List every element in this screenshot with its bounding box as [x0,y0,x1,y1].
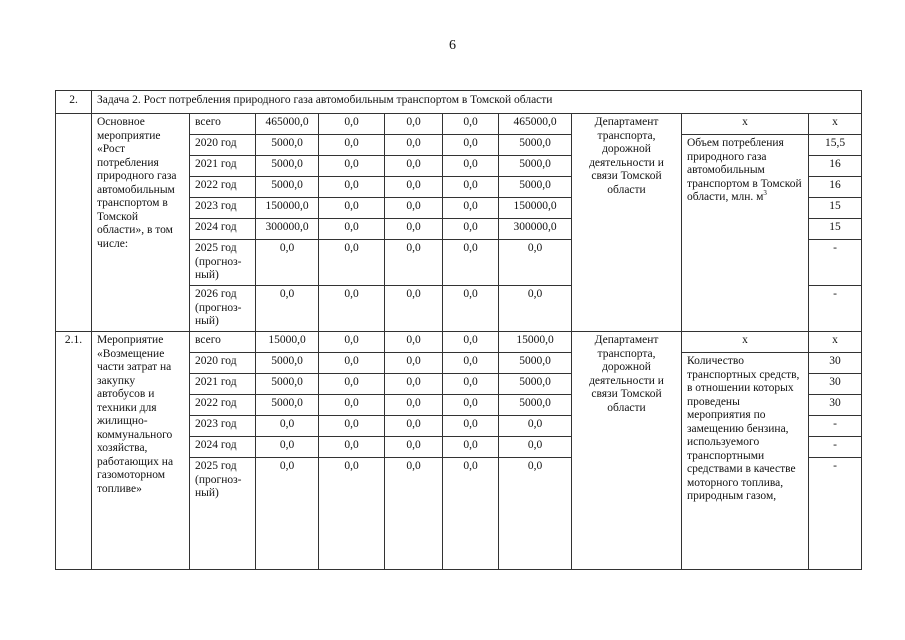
value-cell: 5000,0 [499,177,572,198]
indicator-value: 16 [809,177,862,198]
indicator-value: 30 [809,353,862,374]
value-cell: 0,0 [443,437,499,458]
period-cell: 2022 год [190,395,256,416]
indicator-value: 16 [809,156,862,177]
indicator-value: 15 [809,219,862,240]
value-cell: 0,0 [319,437,385,458]
value-cell: 0,0 [385,437,443,458]
indicator-value: 15,5 [809,135,862,156]
department-cell: Департамент транспорта, дорожной деятельности и связи Томской области [572,114,682,332]
value-cell: 150000,0 [499,198,572,219]
value-cell: 0,0 [443,114,499,135]
period-cell: 2020 год [190,353,256,374]
value-cell: 0,0 [443,332,499,353]
value-cell: 0,0 [319,156,385,177]
value-cell: 0,0 [443,135,499,156]
value-cell: 0,0 [319,353,385,374]
period-cell: всего [190,114,256,135]
value-cell: 0,0 [385,395,443,416]
task-number: 2. [56,91,92,114]
indicator-x-cell: х [682,114,809,135]
value-cell: 0,0 [385,219,443,240]
value-cell: 5000,0 [256,177,319,198]
value-cell: 300000,0 [256,219,319,240]
period-cell: 2021 год [190,156,256,177]
period-cell: 2022 год [190,177,256,198]
value-cell: 0,0 [319,395,385,416]
value-cell: 0,0 [385,240,443,286]
value-cell: 0,0 [256,286,319,332]
indicator-name [682,135,809,332]
period-cell: 2021 год [190,374,256,395]
value-cell: 0,0 [319,219,385,240]
period-cell: 2020 год [190,135,256,156]
indicator-value: 30 [809,374,862,395]
value-cell: 0,0 [443,177,499,198]
value-cell: 0,0 [319,114,385,135]
program-table [55,90,862,570]
value-cell: 5000,0 [499,135,572,156]
value-cell: 300000,0 [499,219,572,240]
indicator-value: - [809,437,862,458]
table-row [56,114,862,135]
department-cell: Департамент транспорта, дорожной деятельности и связи Томской области [572,332,682,570]
value-cell: 465000,0 [499,114,572,135]
task-row [56,91,862,114]
indicator-name: Количество транспортных средств, в отношении которых проведены мероприятия по замещению бензина, используемого транспортными средствами в качестве моторного топлива, природным газом, [682,353,809,570]
value-cell: 0,0 [385,135,443,156]
value-cell: 150000,0 [256,198,319,219]
indicator-x-cell: х [682,332,809,353]
table-row [56,332,862,353]
indicator-value: 30 [809,395,862,416]
indicator-value: - [809,416,862,437]
indicator-unit-sup: 3 [763,189,767,198]
value-cell: 15000,0 [256,332,319,353]
indicator-x-cell: х [809,332,862,353]
value-cell: 0,0 [385,353,443,374]
value-cell: 0,0 [256,458,319,570]
period-cell: 2024 год [190,437,256,458]
value-cell: 0,0 [385,458,443,570]
value-cell: 5000,0 [499,353,572,374]
value-cell: 0,0 [319,374,385,395]
value-cell: 15000,0 [499,332,572,353]
period-cell: 2024 год [190,219,256,240]
value-cell: 0,0 [443,416,499,437]
value-cell: 0,0 [443,240,499,286]
value-cell: 5000,0 [256,374,319,395]
value-cell: 0,0 [385,156,443,177]
value-cell: 5000,0 [256,353,319,374]
value-cell: 5000,0 [256,135,319,156]
value-cell: 0,0 [385,286,443,332]
page-number: 6 [449,38,456,53]
value-cell: 5000,0 [499,395,572,416]
value-cell: 0,0 [443,395,499,416]
value-cell: 0,0 [319,177,385,198]
value-cell: 0,0 [385,198,443,219]
value-cell: 0,0 [256,416,319,437]
value-cell: 0,0 [319,198,385,219]
value-cell: 0,0 [443,353,499,374]
value-cell: 0,0 [319,240,385,286]
value-cell: 5000,0 [499,156,572,177]
indicator-value: 15 [809,198,862,219]
value-cell: 0,0 [443,286,499,332]
period-cell: 2026 год (прогноз-ный) [190,286,256,332]
period-cell: всего [190,332,256,353]
value-cell: 0,0 [385,114,443,135]
section-number [56,114,92,332]
period-cell: 2023 год [190,416,256,437]
value-cell: 0,0 [443,198,499,219]
value-cell: 0,0 [319,332,385,353]
value-cell: 5000,0 [256,156,319,177]
value-cell: 0,0 [443,156,499,177]
indicator-x-cell: х [809,114,862,135]
value-cell: 0,0 [443,458,499,570]
value-cell: 0,0 [385,374,443,395]
value-cell: 0,0 [443,219,499,240]
section-name: Основное мероприятие «Рост потребления природного газа автомобильным транспортом в Томской области», в том числе: [92,114,190,332]
value-cell: 0,0 [499,286,572,332]
value-cell: 0,0 [385,177,443,198]
section-number: 2.1. [56,332,92,570]
indicator-value: - [809,458,862,570]
period-cell: 2023 год [190,198,256,219]
value-cell: 5000,0 [256,395,319,416]
value-cell: 0,0 [385,416,443,437]
value-cell: 0,0 [443,374,499,395]
indicator-text: Объем потребления природного газа автомобильным транспортом в Томской области, млн. м [687,137,802,203]
section-name: Мероприятие «Возмещение части затрат на закупку автобусов и техники для жилищно-коммунального хозяйства, работающих на газомоторном топливе» [92,332,190,570]
indicator-value: - [809,240,862,286]
value-cell: 0,0 [256,437,319,458]
value-cell: 0,0 [319,458,385,570]
value-cell: 0,0 [499,437,572,458]
value-cell: 0,0 [319,286,385,332]
value-cell: 0,0 [499,240,572,286]
value-cell: 0,0 [499,458,572,570]
value-cell: 0,0 [319,135,385,156]
value-cell: 0,0 [385,332,443,353]
period-cell: 2025 год (прогноз-ный) [190,458,256,570]
value-cell: 5000,0 [499,374,572,395]
value-cell: 465000,0 [256,114,319,135]
value-cell: 0,0 [256,240,319,286]
period-cell: 2025 год (прогноз-ный) [190,240,256,286]
task-title: Задача 2. Рост потребления природного газа автомобильным транспортом в Томской области [92,91,862,114]
value-cell: 0,0 [499,416,572,437]
value-cell: 0,0 [319,416,385,437]
indicator-value: - [809,286,862,332]
